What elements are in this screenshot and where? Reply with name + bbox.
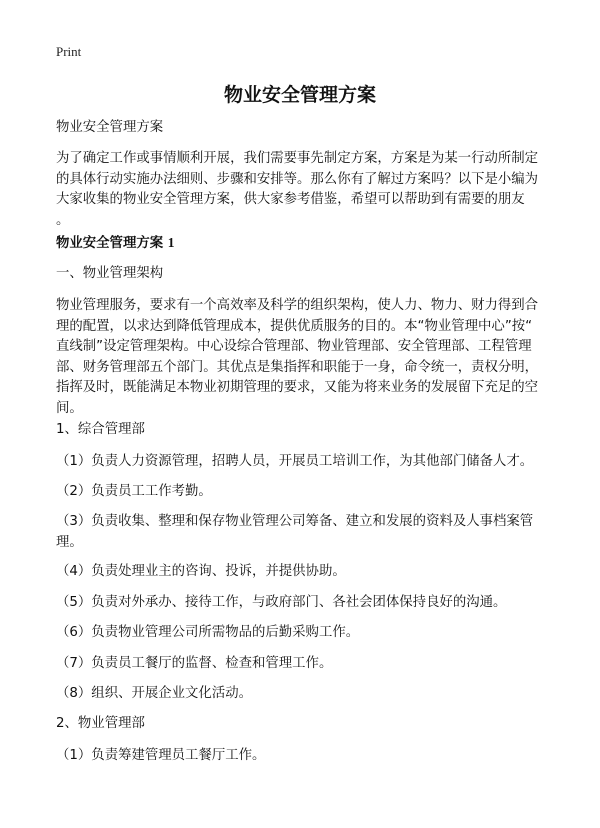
document-subtitle: 物业安全管理方案 <box>56 120 164 135</box>
list-item: （2）负责员工工作考勤。 <box>56 484 212 499</box>
list-item: （1）负责人力资源管理，招聘人员，开展员工培训工作，为其他部门储备人才。 <box>56 454 534 469</box>
dept1-heading: 1、综合管理部 <box>56 422 145 437</box>
list-item <box>56 512 556 553</box>
list-item-line: （3）负责收集、整理和保存物业管理公司筹备、建立和发展的资料及人事档案管 <box>56 514 534 529</box>
print-label[interactable]: Print <box>56 44 82 59</box>
list-item: （1）负责筹建管理员工餐厅工作。 <box>56 748 266 763</box>
section-heading-text: 物业安全管理方案 <box>56 236 164 251</box>
list-item: （4）负责处理业主的咨询、投诉，并提供协助。 <box>56 564 346 579</box>
list-item: （5）负责对外承办、接待工作，与政府部门、各社会团体保持良好的沟通。 <box>56 595 507 610</box>
paragraph-line: 物业管理服务，要求有一个高效率及科学的组织架构，使人力、物力、财力得到合 <box>56 298 539 313</box>
list-item: （7）负责员工餐厅的监督、检查和管理工作。 <box>56 656 333 671</box>
document-title: 物业安全管理方案 <box>223 84 376 106</box>
list-item-line: 理。 <box>56 534 83 550</box>
paragraph-line: 间。 <box>56 400 83 416</box>
paragraph-line: 直线制”设定管理架构。中心设综合管理部、物业管理部、安全管理部、工程管理 <box>56 339 532 354</box>
paragraph-line: 理的配置，以求达到降低管理成本，提供优质服务的目的。本“物业管理中心”按“ <box>56 318 533 334</box>
intro-line: 。 <box>56 212 70 228</box>
part1-heading: 一、物业管理架构 <box>56 266 164 281</box>
intro-line: 大家收集的物业安全管理方案，供大家参考借鉴，希望可以帮助到有需要的朋友 <box>56 192 525 207</box>
intro-line: 为了确定工作或事情顺利开展，我们需要事先制定方案，方案是为某一行动所制定 <box>56 151 539 166</box>
section-heading-number: 1 <box>167 235 175 250</box>
part1-paragraph <box>56 296 556 419</box>
section-heading <box>56 233 556 255</box>
list-item: （8）组织、开展企业文化活动。 <box>56 686 252 701</box>
paragraph-line: 部、财务管理部五个部门。其优点是集指挥和职能于一身，命令统一，责权分明， <box>56 359 539 375</box>
intro-line: 的具体行动实施办法细则、步骤和安排等。那么你有了解过方案吗？以下是小编为 <box>56 171 539 187</box>
paragraph-line: 指挥及时，既能满足本物业初期管理的要求，又能为将来业务的发展留下充足的空 <box>56 380 539 395</box>
dept2-heading: 2、物业管理部 <box>56 716 145 731</box>
intro-paragraph <box>56 149 556 231</box>
list-item: （6）负责物业管理公司所需物品的后勤采购工作。 <box>56 625 360 640</box>
